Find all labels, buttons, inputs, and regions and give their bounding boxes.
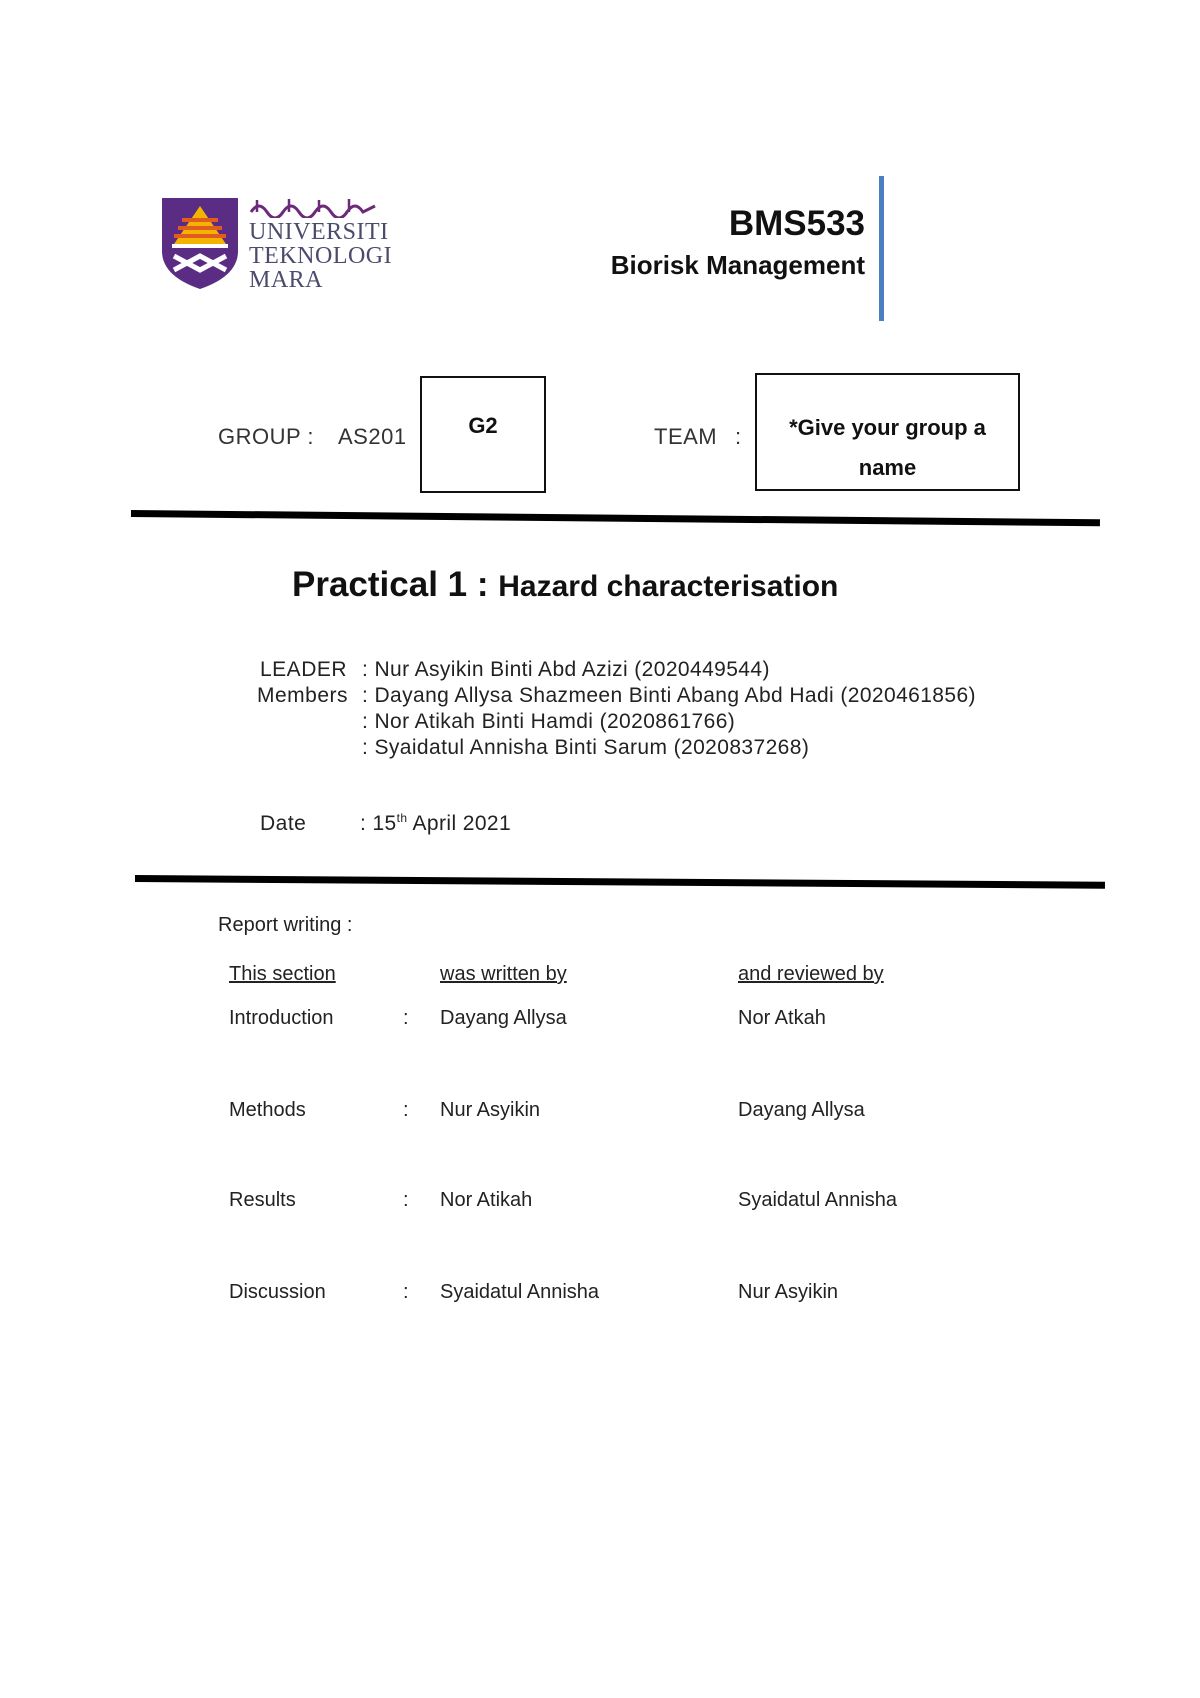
header-section: This section <box>229 963 336 985</box>
member-line: : Dayang Allysa Shazmeen Binti Abang Abd Hadi (2020461856) <box>362 684 976 707</box>
date-label: Date <box>260 812 307 835</box>
group-value: AS201 <box>338 424 407 449</box>
logo-line-1: UNIVERSITI <box>249 219 389 245</box>
row-section: Results <box>229 1189 296 1211</box>
logo-text <box>249 220 392 292</box>
header-reviewed: and reviewed by <box>738 963 884 985</box>
team-box-value: *Give your group a name <box>789 415 986 480</box>
member-line: : Nur Asyikin Binti Abd Azizi (2020449544) <box>362 658 770 681</box>
date-suffix: April 2021 <box>407 812 512 835</box>
group-box-value: G2 <box>468 413 498 438</box>
accent-bar <box>879 176 884 321</box>
uitm-crest-icon <box>160 196 240 291</box>
row-written: Nor Atikah <box>440 1189 533 1211</box>
group-label: GROUP : <box>218 424 315 449</box>
row-reviewed: Dayang Allysa <box>738 1099 865 1121</box>
date-prefix: : 15 <box>360 812 397 835</box>
title-sub: Hazard characterisation <box>498 570 839 603</box>
row-reviewed: Nor Atkah <box>738 1007 826 1029</box>
course-code: BMS533 <box>728 204 865 243</box>
logo-line-2: TEKNOLOGI <box>249 243 393 269</box>
team-label: TEAM <box>654 424 718 449</box>
divider-top <box>131 510 1100 526</box>
row-written: Nur Asyikin <box>440 1099 541 1121</box>
page-title <box>292 565 838 605</box>
divider-bottom <box>135 875 1105 889</box>
header-written: was written by <box>440 963 567 985</box>
title-main: Practical 1 : <box>292 565 489 604</box>
date-sup: th <box>396 811 408 825</box>
date-value <box>360 812 511 836</box>
team-colon: : <box>735 424 742 449</box>
course-name: Biorisk Management <box>610 250 865 280</box>
row-reviewed: Nur Asyikin <box>738 1281 839 1303</box>
row-section: Methods <box>229 1099 306 1121</box>
row-written: Syaidatul Annisha <box>440 1281 600 1303</box>
row-colon: : <box>403 1281 409 1303</box>
member-line: : Nor Atikah Binti Hamdi (2020861766) <box>362 710 736 733</box>
row-reviewed: Syaidatul Annisha <box>738 1189 898 1211</box>
logo-line-3: MARA <box>249 267 324 293</box>
row-colon: : <box>403 1007 409 1029</box>
row-section: Discussion <box>229 1281 326 1303</box>
row-colon: : <box>403 1099 409 1121</box>
row-written: Dayang Allysa <box>440 1007 567 1029</box>
members-label: Members <box>257 684 349 707</box>
report-writing-label: Report writing : <box>218 914 353 936</box>
row-section: Introduction <box>229 1007 334 1029</box>
row-colon: : <box>403 1189 409 1211</box>
arabic-script-icon <box>249 196 377 218</box>
leader-label: LEADER <box>260 658 348 681</box>
member-line: : Syaidatul Annisha Binti Sarum (2020837268) <box>362 736 810 759</box>
university-logo <box>160 196 393 296</box>
